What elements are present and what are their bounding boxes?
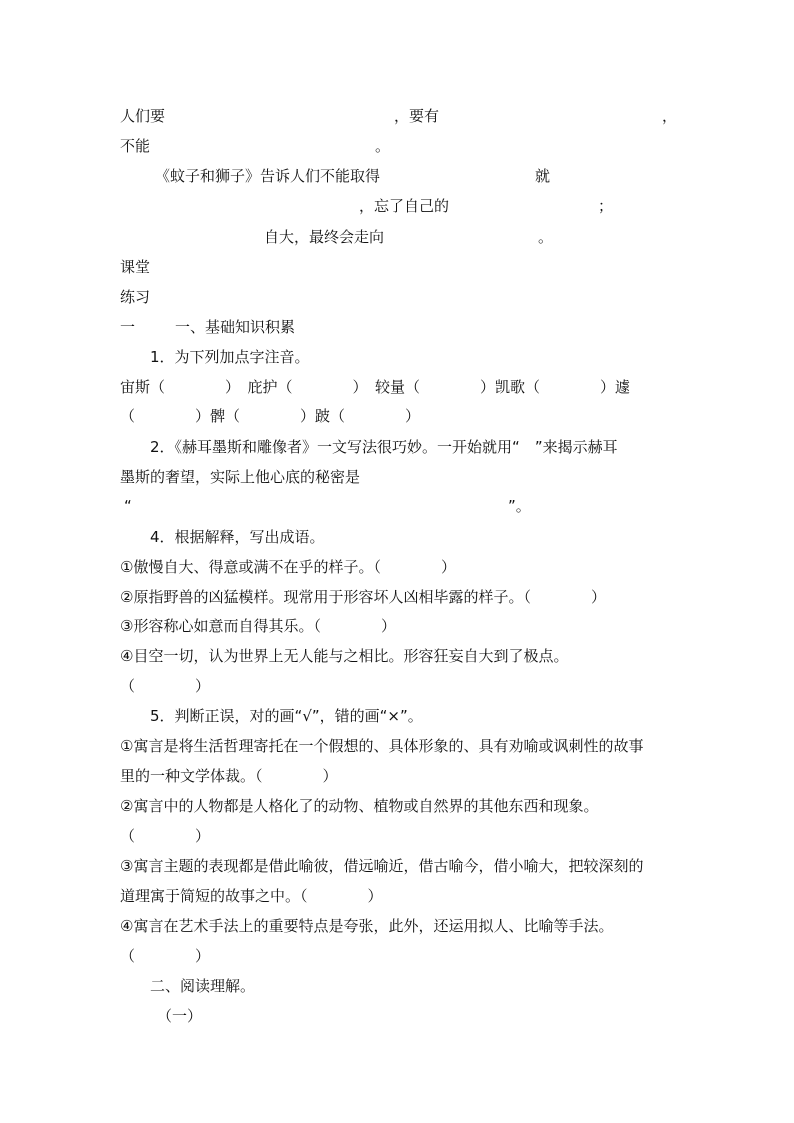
q5-line-7: ④寓言在艺术手法上的重要特点是夸张，此外，还运用拟人、比喻等手法。 — [120, 917, 614, 935]
q5-line-5: ③寓言主题的表现都是借此喻彼，借远喻近，借古喻今，借小喻大，把较深刻的 — [120, 857, 644, 875]
mosquito-lion-text-b: 就 — [535, 167, 551, 185]
q5-line-4: （ ） — [120, 827, 211, 845]
section-label-classroom: 课堂 — [120, 258, 151, 276]
q4-item-1: ①傲慢自大、得意或满不在乎的样子。（ ） — [120, 558, 456, 576]
mosquito-lion-text-d: ； — [598, 197, 614, 215]
q2-quote-open: “ — [124, 497, 132, 515]
summary-line1-mid: ，要有 — [394, 107, 440, 125]
q5-line-1: ①寓言是将生活哲理寄托在一个假想的、具体形象的、具有劝喻或讽刺性的故事 — [120, 737, 644, 755]
q1-row2: （ ）髀（ ）跛（ ） — [120, 407, 421, 425]
q1-row1: 宙斯（ ） 庇护（ ） 较量（ ）凯歌（ ）遽 — [120, 378, 631, 396]
mosquito-lion-text-f: 。 — [538, 228, 554, 246]
q5-line-6: 道理寓于简短的故事之中。（ ） — [120, 887, 383, 905]
part2-title: 二、阅读理解。 — [150, 977, 256, 995]
q2-line1: 2．《赫耳墨斯和雕像者》一文写法很巧妙。一开始就用“ ”来揭示赫耳 — [150, 438, 618, 456]
q4-item-4-answer: （ ） — [120, 677, 211, 695]
part1-title: 一、基础知识积累 — [175, 318, 296, 336]
q4-title: 4．根据解释，写出成语。 — [150, 528, 325, 546]
q5-line-3: ②寓言中的人物都是人格化了的动物、植物或自然界的其他东西和现象。 — [120, 797, 599, 815]
q4-item-3: ③形容称心如意而自得其乐。（ ） — [120, 617, 396, 635]
q5-line-2: 里的一种文学体裁。（ ） — [120, 767, 338, 785]
q2-line2: 墨斯的奢望，实际上他心底的秘密是 — [120, 468, 361, 486]
q2-quote-close: ”。 — [508, 497, 531, 515]
summary-line2-start: 不能 — [120, 137, 151, 155]
q5-title: 5．判断正误，对的画“√”，错的画“×”。 — [150, 707, 423, 725]
part2-subsection: （一） — [157, 1007, 203, 1025]
section-label-practice: 练习 — [120, 288, 151, 306]
mosquito-lion-text-c: ，忘了自己的 — [359, 197, 450, 215]
q4-item-2: ②原指野兽的凶猛模样。现常用于形容坏人凶相毕露的样子。（ ） — [120, 588, 606, 606]
summary-line1-end: ， — [662, 107, 678, 125]
summary-line1-start: 人们要 — [120, 107, 166, 125]
mosquito-lion-text-a: 《蚊子和狮子》告诉人们不能取得 — [155, 167, 381, 185]
q1-title: 1．为下列加点字注音。 — [150, 348, 310, 366]
summary-line2-end: 。 — [375, 137, 391, 155]
q4-item-4: ④目空一切，认为世界上无人能与之相比。形容狂妄自大到了极点。 — [120, 647, 569, 665]
mosquito-lion-text-e: 自大，最终会走向 — [264, 228, 385, 246]
q5-line-8: （ ） — [120, 947, 211, 965]
section-label-one: 一 — [120, 318, 136, 336]
